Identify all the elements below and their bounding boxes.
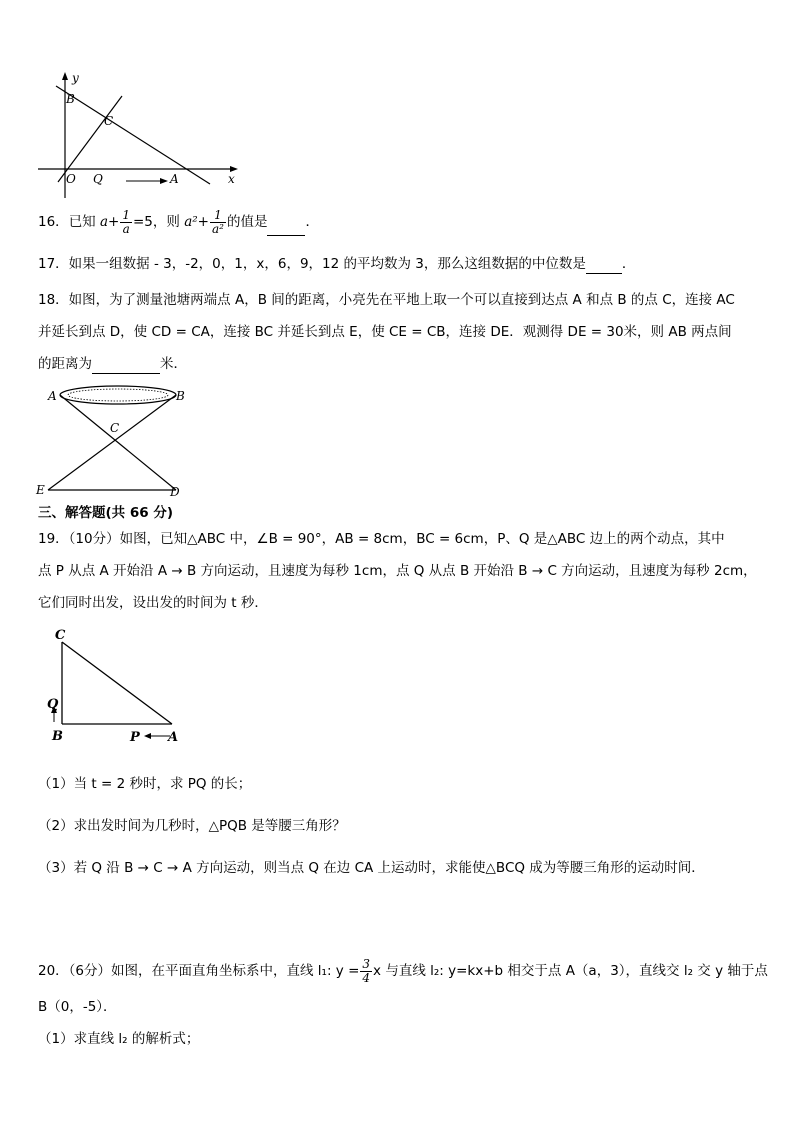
triangle-figure: [40, 624, 190, 746]
fig1-label-O: O: [66, 172, 76, 186]
fig3-label-B: B: [52, 729, 63, 744]
fig2-label-E: E: [36, 483, 45, 497]
q16-number: 16．: [38, 214, 69, 230]
q18-line-1: 18．如图，为了测量池塘两端点 A，B 间的距离，小亮先在平地上取一个可以直接到达点 A 和点 B 的点 C，连接 AC: [38, 292, 735, 308]
q16-expr2-lead: a²+: [184, 214, 209, 230]
q19-line-1: 19．（10分）如图，已知△ABC 中，∠B = 90°，AB = 8cm，BC = 6cm，P、Q 是△ABC 边上的两个动点，其中: [38, 531, 725, 547]
q20-line-1: [38, 957, 768, 985]
q20-frac-num: 3: [362, 956, 371, 971]
q19-line-2: 点 P 从点 A 开始沿 A → B 方向运动，且速度为每秒 1cm，点 Q 从点 B 开始沿 B → C 方向运动，且速度为每秒 2cm，: [38, 563, 757, 579]
fig3-label-C: C: [55, 628, 66, 643]
q16-text-a: 已知: [68, 214, 96, 230]
q16-end: ．: [305, 214, 319, 230]
q16-answer-blank: [267, 221, 305, 236]
fig2-label-D: D: [170, 485, 180, 499]
fig3-label-A: A: [168, 730, 179, 745]
q19-subquestion-2: （2）求出发时间为几秒时，△PQB 是等腰三角形？: [38, 818, 346, 834]
q16-frac1-den: a: [122, 221, 130, 236]
fig1-label-A: A: [170, 172, 179, 186]
q19-line-3: 它们同时出发，设出发的时间为 t 秒．: [38, 595, 268, 611]
fig2-label-A: A: [48, 389, 57, 403]
q18-line3-b: 米．: [160, 356, 187, 372]
question-16: [38, 208, 319, 236]
q16-fraction-2: [210, 209, 226, 236]
fig1-label-Q: Q: [93, 172, 103, 186]
fig1-label-y: y: [72, 71, 79, 85]
fig2-label-B: B: [176, 389, 185, 403]
q19-subquestion-1: （1）当 t = 2 秒时，求 PQ 的长；: [38, 776, 252, 792]
q17-answer-blank: [586, 259, 622, 274]
q18-line-2: 并延长到点 D，使 CD = CA，连接 BC 并延长到点 E，使 CE = CB，连接 DE．观测得 DE = 30米，则 AB 两点间: [38, 324, 732, 340]
q17-end: ．: [621, 256, 636, 272]
q18-line-3: [38, 354, 187, 374]
q18-answer-blank: [92, 359, 160, 374]
q18-line3-a: 的距离为: [38, 356, 92, 372]
fig1-label-x: x: [228, 172, 235, 186]
q16-frac2-den: a²: [211, 221, 224, 236]
section-3-title: 三、解答题(共 66 分): [38, 505, 174, 521]
q16-fraction-1: [120, 209, 132, 236]
q16-expr1-tail: =5，则: [133, 214, 180, 230]
q16-expr1-lead: a+: [99, 214, 120, 230]
q20-subquestion-1: （1）求直线 l₂ 的解析式；: [38, 1031, 200, 1047]
q16-frac1-num: 1: [122, 207, 130, 222]
q19-subquestion-3: （3）若 Q 沿 B → C → A 方向运动，则当点 Q 在边 CA 上运动时，求能使△BCQ 成为等腰三角形的运动时间．: [38, 860, 705, 876]
fig1-label-C: C: [104, 114, 114, 128]
pond-figure: [34, 382, 194, 500]
q20-line-2: B（0，-5）．: [38, 999, 117, 1015]
fig3-label-Q: Q: [47, 697, 59, 712]
fig2-label-C: C: [110, 421, 120, 435]
q20-fraction: [360, 958, 372, 985]
question-17: [38, 254, 635, 274]
fig1-label-B: B: [66, 92, 75, 106]
q20-line1-b: x 与直线 l₂: y=kx+b 相交于点 A（a，3），直线交 l₂ 交 y 轴于点: [373, 963, 768, 979]
coordinate-figure: [34, 70, 244, 202]
fig3-label-P: P: [130, 730, 140, 745]
q20-line1-a: 20．（6分）如图，在平面直角坐标系中，直线 l₁: y =: [38, 963, 360, 979]
q16-text-b: 的值是: [226, 214, 268, 230]
q16-frac2-num: 1: [210, 209, 226, 223]
q20-frac-den: 4: [362, 970, 371, 985]
q17-text: 17．如果一组数据 - 3，-2，0，1，x，6，9，12 的平均数为 3，那么这组数据的中位数是: [38, 256, 586, 272]
